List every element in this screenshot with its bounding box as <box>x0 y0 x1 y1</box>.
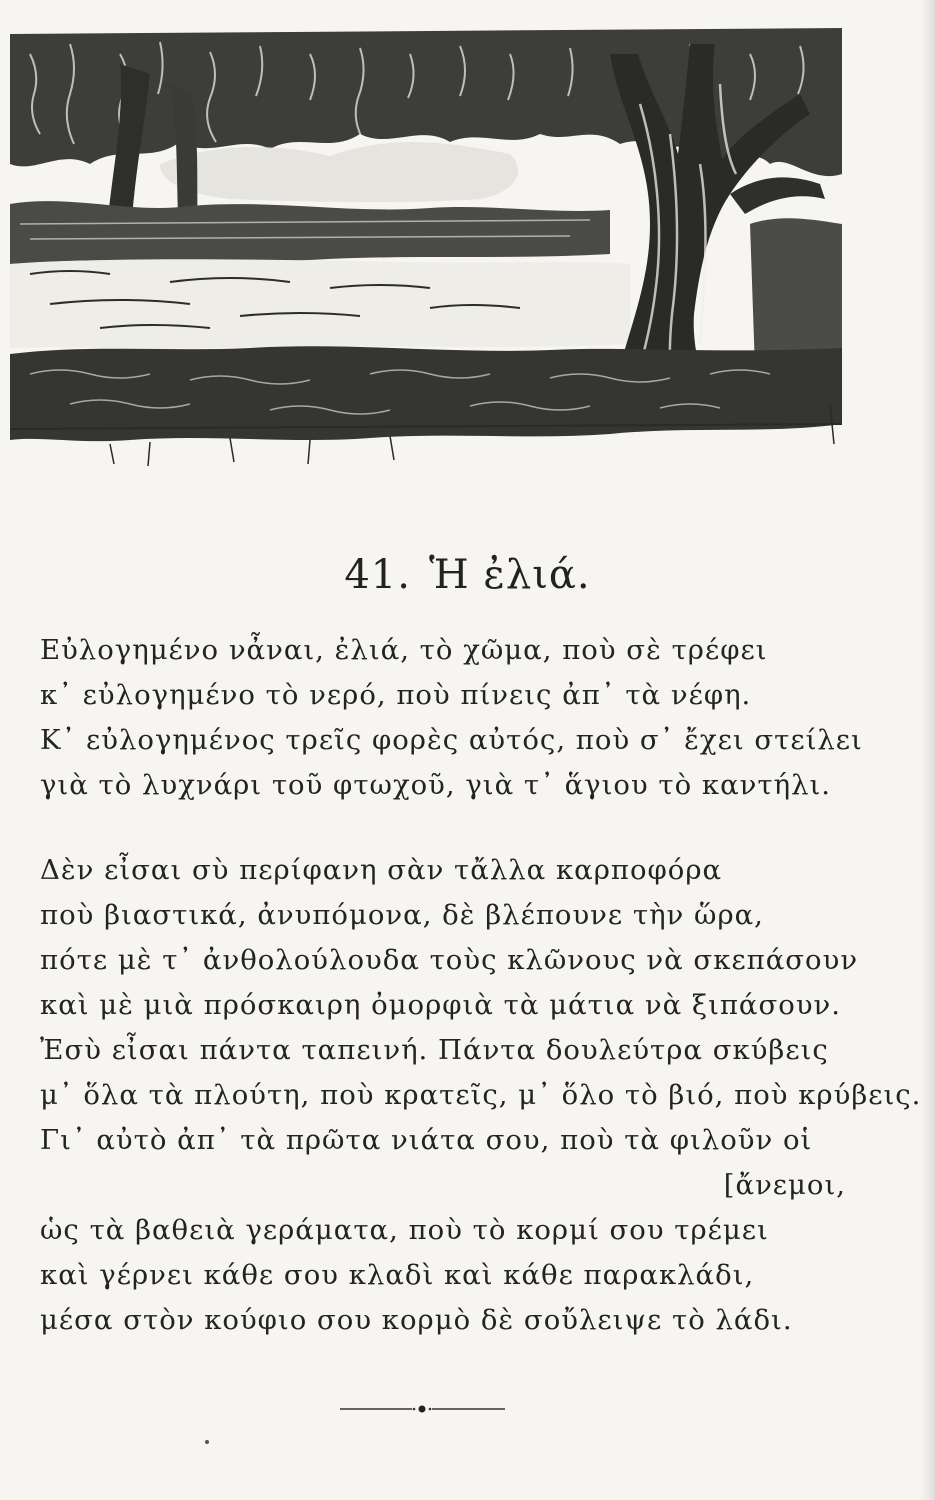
olive-tree-illustration <box>10 24 842 474</box>
stanza-2 <box>40 848 922 1343</box>
poem-line: ποὺ βιαστικά, ἀνυπόμονα, δὲ βλέπουνε τὴν ὥρα, <box>40 899 764 931</box>
poem-line: Ἐσὺ εἶσαι πάντα ταπεινή. Πάντα δουλεύτρα σκύβεις <box>40 1034 829 1066</box>
poem-line: καὶ μὲ μιὰ πρόσκαιρη ὀμορφιὰ τὰ μάτια νὰ ξιπάσουν. <box>40 989 841 1021</box>
ink-speck <box>205 1440 209 1444</box>
poem-line: γιὰ τὸ λυχνάρι τοῦ φτωχοῦ, γιὰ τ᾿ ἅγιου τὸ καντήλι. <box>40 769 832 801</box>
poem-line: κ᾿ εὐλογημένο τὸ νερό, ποὺ πίνεις ἀπ᾿ τὰ νέφη. <box>40 679 752 711</box>
poem-line: Γι᾿ αὐτὸ ἀπ᾿ τὰ πρῶτα νιάτα σου, ποὺ τὰ φιλοῦν οἱ <box>40 1124 813 1156</box>
poem-line: Δὲν εἶσαι σὺ περίφανη σὰν τἄλλα καρποφόρα <box>40 854 723 886</box>
ornament-divider-icon <box>340 1400 505 1418</box>
page-edge-shadow <box>921 0 935 1500</box>
page-title <box>0 552 935 598</box>
title-text: Ἡ ἐλιά. <box>428 552 591 598</box>
poem-line: μ᾿ ὅλα τὰ πλούτη, ποὺ κρατεῖς, μ᾿ ὅλο τὸ βιό, ποὺ κρύβεις. <box>40 1079 922 1111</box>
poem-line-continuation: [ἄνεμοι, <box>723 1169 846 1201</box>
poem-line: Εὐλογημένο νἆναι, ἐλιά, τὸ χῶμα, ποὺ σὲ τρέφει <box>40 634 768 666</box>
poem <box>40 628 922 1343</box>
title-number: 41. <box>344 552 411 598</box>
poem-line: ὡς τὰ βαθειὰ γεράματα, ποὺ τὸ κορμί σου τρέμει <box>40 1214 769 1246</box>
olive-tree-engraving-icon <box>10 24 842 474</box>
poem-line: πότε μὲ τ᾿ ἀνθολούλουδα τοὺς κλῶνους νὰ σκεπάσουν <box>40 944 859 976</box>
poem-line: καὶ γέρνει κάθε σου κλαδὶ καὶ κάθε παρακλάδι, <box>40 1259 755 1291</box>
poem-line: μέσα στὸν κούφιο σου κορμὸ δὲ σοὔλειψε τὸ λάδι. <box>40 1304 793 1336</box>
poem-line: Κ᾿ εὐλογημένος τρεῖς φορὲς αὐτός, ποὺ σ᾿ ἔχει στείλει <box>40 724 863 756</box>
stanza-1 <box>40 628 863 808</box>
